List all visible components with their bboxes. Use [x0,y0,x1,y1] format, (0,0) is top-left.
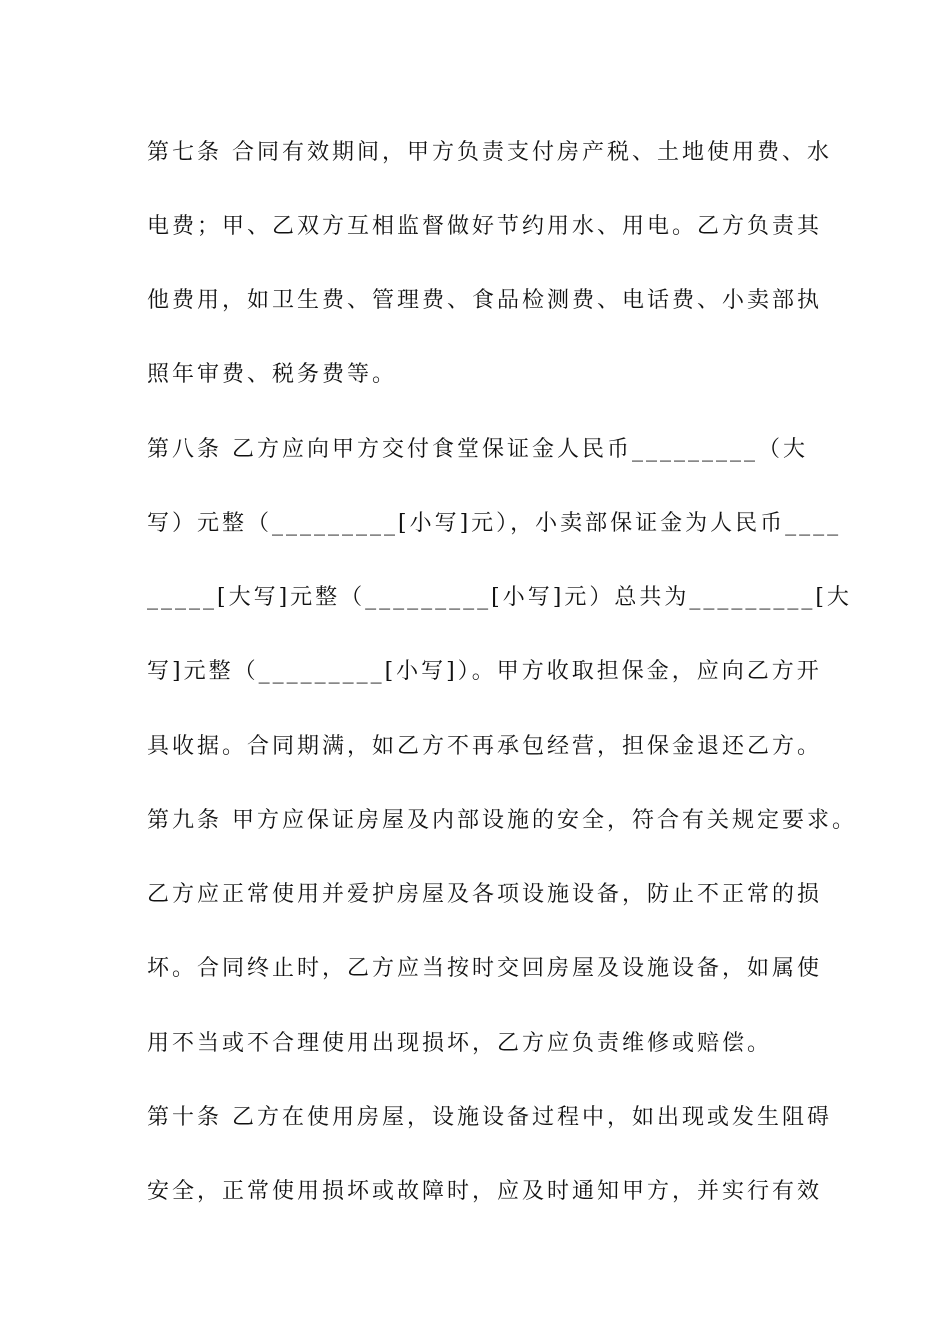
text-line: 用不当或不合理使用出现损坏，乙方应负责维修或赔偿。 [147,1031,773,1056]
text-line: 第八条 乙方应向甲方交付食堂保证金人民币_________（大 [147,437,808,462]
text-line: 写]元整（_________[小写]）。甲方收取担保金，应向乙方开 [147,659,822,684]
text-line: 具收据。合同期满，如乙方不再承包经营，担保金退还乙方。 [147,734,823,759]
text-line: 安全，正常使用损坏或故障时，应及时通知甲方，并实行有效 [147,1179,823,1204]
text-line: 第九条 甲方应保证房屋及内部设施的安全，符合有关规定要求。 [147,808,857,833]
text-line: 电费；甲、乙双方互相监督做好节约用水、用电。乙方负责其 [147,214,823,239]
text-line: 乙方应正常使用并爱护房屋及各项设施设备，防止不正常的损 [147,882,823,907]
text-line: 坏。合同终止时，乙方应当按时交回房屋及设施设备，如属使 [147,956,823,981]
text-line: 他费用，如卫生费、管理费、食品检测费、电话费、小卖部执 [147,288,823,313]
text-line: 写）元整（_________[小写]元），小卖部保证金为人民币____ [147,511,842,536]
text-line: 第十条 乙方在使用房屋，设施设备过程中，如出现或发生阻碍 [147,1105,832,1130]
text-line: 照年审费、税务费等。 [147,362,398,387]
text-line: _____[大写]元整（_________[小写]元）总共为_________[大 [147,585,852,610]
text-line: 第七条 合同有效期间，甲方负责支付房产税、土地使用费、水 [147,140,832,165]
